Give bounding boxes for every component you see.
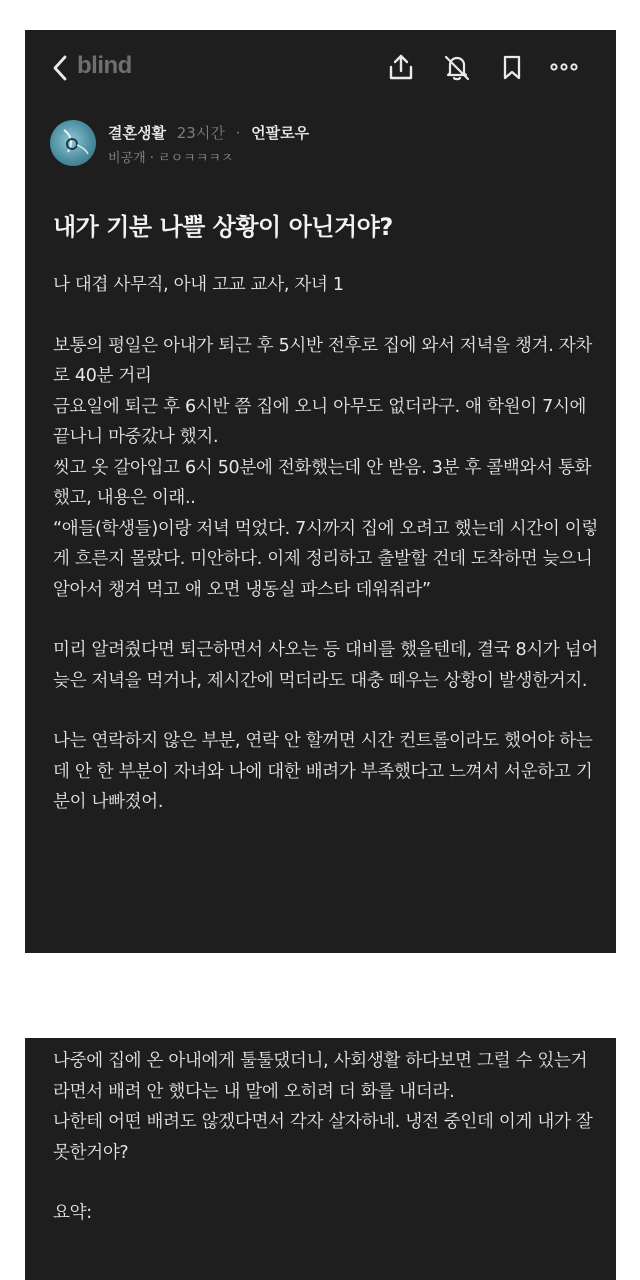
unfollow-button[interactable]: 언팔로우 — [251, 124, 310, 142]
author-meta — [108, 122, 309, 143]
share-icon[interactable] — [386, 52, 416, 82]
back-icon[interactable] — [51, 54, 69, 82]
post-title: 내가 기분 나쁠 상황이 아닌거야? — [53, 213, 393, 241]
summary-label: 요약: — [53, 1203, 92, 1223]
post-body — [53, 270, 598, 818]
post-time: 23시간 — [176, 124, 225, 142]
paragraph: 미리 알려줬다면 퇴근하면서 사오는 등 대비를 했을텐데, 결국 8시가 넘어 늦은 저녁을 먹거나, 제시간에 먹더라도 대충 떼우는 상황이 발생한거지. — [53, 640, 599, 691]
top-bar — [25, 30, 616, 106]
blind-logo[interactable]: blind — [77, 52, 132, 79]
post-panel — [25, 30, 616, 953]
avatar[interactable] — [50, 120, 96, 166]
paragraph: 나 대겹 사무직, 아내 고교 교사, 자녀 1 — [53, 275, 344, 295]
post-body-continued — [53, 1046, 598, 1229]
notification-off-icon[interactable] — [442, 52, 472, 82]
author-name[interactable]: 결혼생활 — [108, 124, 166, 142]
more-icon[interactable] — [549, 52, 579, 82]
post-author — [50, 120, 590, 170]
post-panel-continued — [25, 1038, 616, 1280]
paragraph: 나는 연락하지 않은 부분, 연락 안 할꺼면 시간 컨트롤이라도 했어야 하는데 안 한 부분이 자녀와 나에 대한 배려가 부족했다고 느껴서 서운하고 기분이 나빠졌어. — [53, 731, 593, 812]
bookmark-icon[interactable] — [497, 52, 527, 82]
separator: · — [235, 124, 241, 142]
paragraph: 보통의 평일은 아내가 퇴근 후 5시반 전후로 집에 와서 저녁을 챙겨. 자차로 40분 거리 금요일에 퇴근 후 6시반 쯤 집에 오니 아무도 없더라구. 애 학원이 7시에 끝나니 마중갔나 했지. 씻고 옷 갈아입고 6시 50분에 전화했는데 안 받음. 3분 후 콜백와서 통화했고, 내용은 이래.. “애들(학생들)이랑 저녁 먹었다. 7시까지 집에 오려고 했는데 시간이 이렇게 흐른지 몰랐다. 미안하다. 이제 정리하고 출발할 건데 도착하면 늦으니 알아서 챙겨 먹고 애 오면 냉동실 파스타 데워줘라” — [53, 335, 598, 600]
paragraph: 나중에 집에 온 아내에게 툴툴댔더니, 사회생활 하다보면 그럴 수 있는거라면서 배려 안 했다는 내 말에 오히려 더 화를 내더라. 나한테 어떤 배려도 않겠다면서 각자 살자하네. 냉전 중인데 이게 내가 잘못한거야? — [53, 1051, 593, 1163]
author-company: 비공개 · ㄹㅇㅋㅋㅋㅈ — [108, 151, 234, 166]
